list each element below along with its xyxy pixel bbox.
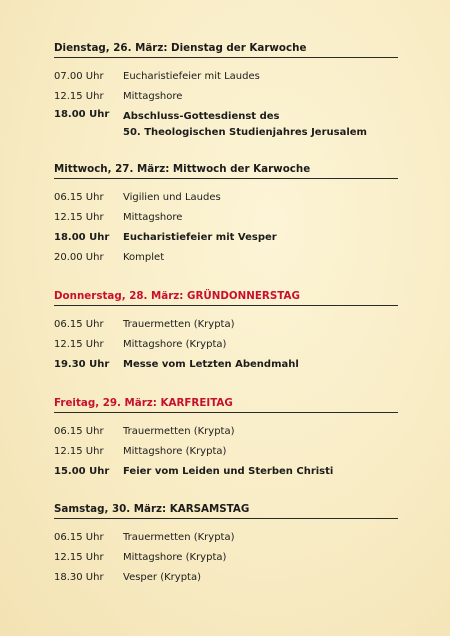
schedule-entry xyxy=(54,422,398,442)
entry-list xyxy=(54,315,398,375)
entry-description xyxy=(123,568,398,588)
entry-description xyxy=(123,335,398,355)
entry-time: 19.30 Uhr xyxy=(54,359,110,370)
entry-description-line: Mittagshore (Krypta) xyxy=(123,446,227,457)
entry-time: 07.00 Uhr xyxy=(54,71,104,82)
entry-time: 20.00 Uhr xyxy=(54,252,104,263)
entry-time: 12.15 Uhr xyxy=(54,552,104,563)
entry-description-line: Trauermetten (Krypta) xyxy=(123,532,235,543)
entry-description xyxy=(123,355,398,375)
entry-description-line: Mittagshore (Krypta) xyxy=(123,552,227,563)
entry-time: 12.15 Uhr xyxy=(54,446,104,457)
entry-time: 18.00 Uhr xyxy=(54,232,110,243)
entry-time: 06.15 Uhr xyxy=(54,192,104,203)
entry-time: 12.15 Uhr xyxy=(54,91,104,102)
entry-description xyxy=(123,188,398,208)
entry-description-line: Trauermetten (Krypta) xyxy=(123,319,235,330)
entry-list xyxy=(54,188,398,268)
entry-list xyxy=(54,422,398,482)
entry-description xyxy=(123,228,398,248)
day-section-friday xyxy=(54,396,398,482)
entry-list xyxy=(54,67,398,140)
entry-description-line: Eucharistiefeier mit Vesper xyxy=(123,232,277,243)
entry-time: 12.15 Uhr xyxy=(54,339,104,350)
entry-description xyxy=(123,442,398,462)
entry-time: 18.00 Uhr xyxy=(54,109,110,120)
entry-description-line: Eucharistiefeier mit Laudes xyxy=(123,71,260,82)
entry-description-line: Vigilien und Laudes xyxy=(123,192,221,203)
entry-time: 12.15 Uhr xyxy=(54,212,104,223)
day-header: Dienstag, 26. März: Dienstag der Karwoche xyxy=(54,41,398,58)
entry-description xyxy=(123,107,398,140)
day-section-saturday xyxy=(54,502,398,588)
entry-description xyxy=(123,67,398,87)
entry-description-line: Mittagshore xyxy=(123,91,183,102)
entry-description-line: Mittagshore (Krypta) xyxy=(123,339,227,350)
day-header: Freitag, 29. März: KARFREITAG xyxy=(54,396,398,413)
schedule-entry xyxy=(54,548,398,568)
entry-description xyxy=(123,87,398,107)
entry-description-line: Vesper (Krypta) xyxy=(123,572,202,583)
schedule-entry xyxy=(54,208,398,228)
entry-description-line: Trauermetten (Krypta) xyxy=(123,426,235,437)
entry-time: 15.00 Uhr xyxy=(54,466,110,477)
schedule-entry xyxy=(54,568,398,588)
schedule-entry xyxy=(54,188,398,208)
entry-time: 06.15 Uhr xyxy=(54,532,104,543)
entry-description-line: Komplet xyxy=(123,252,165,263)
entry-description-line: Feier vom Leiden und Sterben Christi xyxy=(123,466,334,477)
entry-list xyxy=(54,528,398,588)
schedule-entry xyxy=(54,528,398,548)
entry-description xyxy=(123,528,398,548)
entry-description xyxy=(123,248,398,268)
schedule-entry xyxy=(54,462,398,482)
day-section-tuesday xyxy=(54,41,398,140)
day-header: Samstag, 30. März: KARSAMSTAG xyxy=(54,502,398,519)
schedule-entry xyxy=(54,228,398,248)
schedule-entry xyxy=(54,442,398,462)
schedule-entry xyxy=(54,315,398,335)
entry-description xyxy=(123,548,398,568)
schedule-entry xyxy=(54,335,398,355)
entry-description xyxy=(123,315,398,335)
entry-description-line: Mittagshore xyxy=(123,212,183,223)
entry-description-line: Abschluss-Gottesdienst des xyxy=(123,111,280,122)
entry-time: 06.15 Uhr xyxy=(54,319,104,330)
schedule-entry xyxy=(54,107,398,140)
entry-description-line: Messe vom Letzten Abendmahl xyxy=(123,359,299,370)
entry-time: 18.30 Uhr xyxy=(54,572,104,583)
schedule-entry xyxy=(54,248,398,268)
day-section-thursday xyxy=(54,289,398,375)
day-header: Mittwoch, 27. März: Mittwoch der Karwoche xyxy=(54,162,398,179)
day-header: Donnerstag, 28. März: GRÜNDONNERSTAG xyxy=(54,289,398,306)
entry-time: 06.15 Uhr xyxy=(54,426,104,437)
entry-description-line: 50. Theologischen Studienjahres Jerusalem xyxy=(123,126,367,138)
schedule-entry xyxy=(54,355,398,375)
schedule-entry xyxy=(54,87,398,107)
entry-description xyxy=(123,208,398,228)
entry-description xyxy=(123,422,398,442)
day-section-wednesday xyxy=(54,162,398,268)
schedule-entry xyxy=(54,67,398,87)
entry-description xyxy=(123,462,398,482)
